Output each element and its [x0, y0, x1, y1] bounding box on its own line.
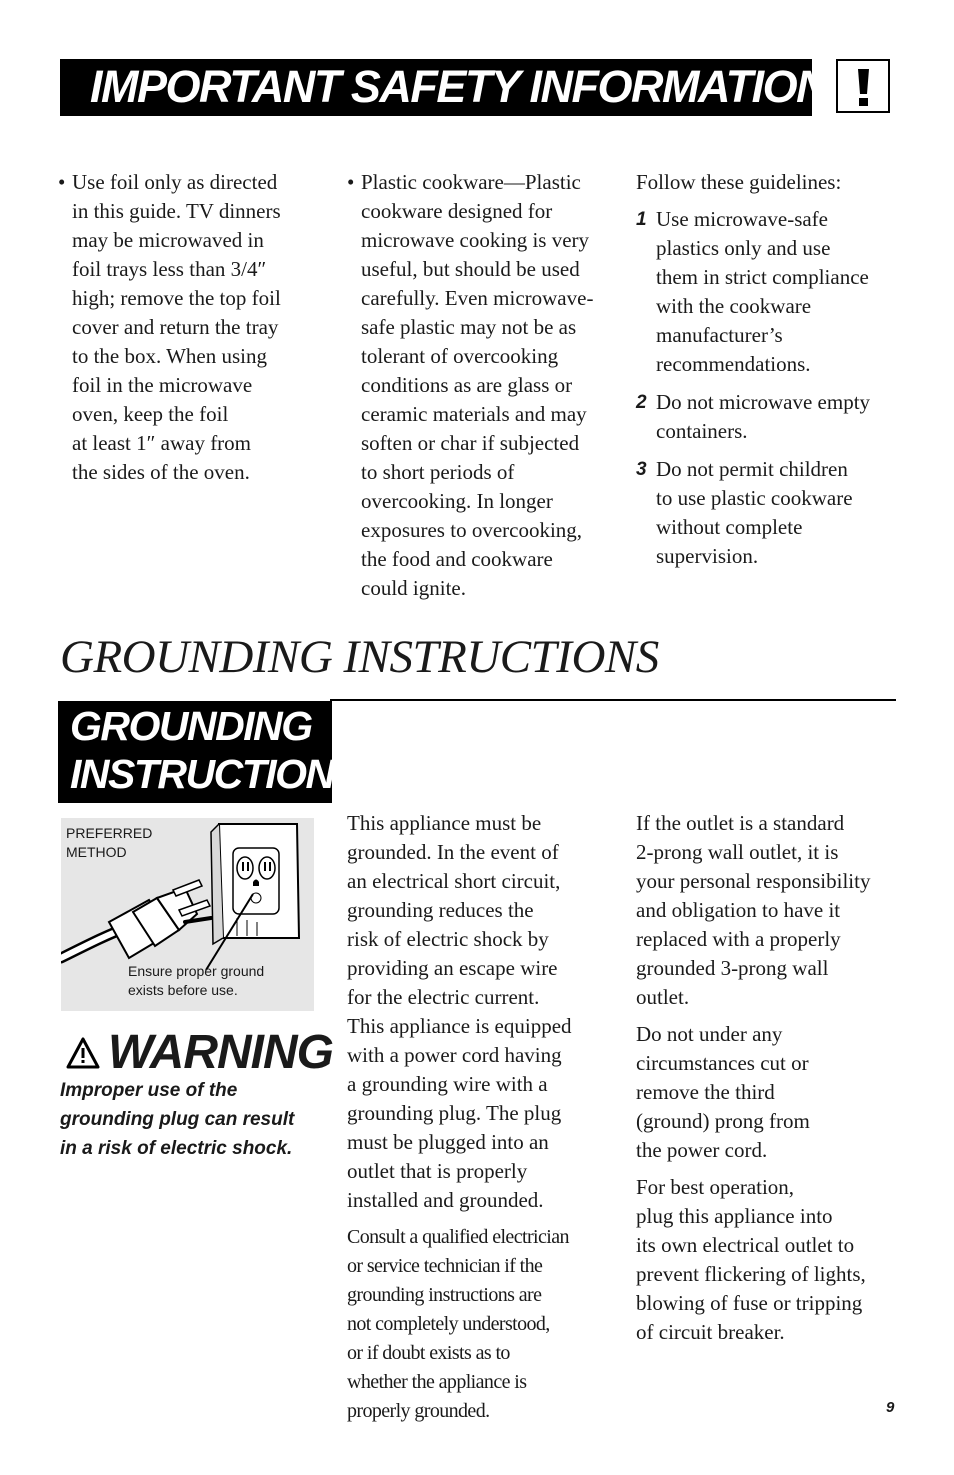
safety-column-2 [347, 168, 617, 603]
warning-icon [66, 1037, 100, 1073]
grounding-label-line-2: INSTRUCTIONS [70, 751, 360, 797]
prong-paragraph: Do not under any circumstances cut or remove the third (ground) prong from the power cord. [636, 1022, 810, 1162]
foil-guidance-text: Use foil only as directed in this guide. TV dinners may be microwaved in foil trays less than 3/4″ high; remove the top foil cover and return the tray to the box. When using foil in the microwave oven, keep the foil at least 1″ away from the sides of the oven. [72, 170, 281, 484]
grounding-label-line-1: GROUNDING [70, 703, 312, 749]
guideline-item [636, 388, 906, 446]
divider [330, 699, 896, 701]
operation-paragraph: For best operation, plug this appliance into its own electrical outlet to prevent flickering of lights, blowing of fuse or tripping of circuit breaker. [636, 1175, 866, 1344]
safety-column-1 [58, 168, 328, 487]
list-item [347, 168, 617, 603]
guideline-number: 3 [636, 459, 647, 480]
guideline-item [636, 455, 906, 571]
guideline-number: 2 [636, 392, 647, 413]
alert-icon [836, 59, 890, 113]
list-item [58, 168, 328, 487]
page-title: IMPORTANT SAFETY INFORMATION [90, 61, 828, 112]
outlet-paragraph: If the outlet is a standard 2-prong wall outlet, it is your personal responsibility and obligation to have it replaced with a properly grounded 3-prong wall outlet. [636, 811, 871, 1009]
guideline-number: 1 [636, 209, 647, 230]
warning-title: WARNING [108, 1026, 333, 1079]
section-heading: GROUNDING INSTRUCTIONS [60, 631, 659, 683]
guideline-item [636, 205, 906, 379]
grounding-plug-illustration [61, 818, 314, 1011]
safety-column-3 [636, 168, 906, 580]
grounding-paragraph: This appliance must be grounded. In the event of an electrical short circuit, grounding reduces the risk of electric shock by providing an escape wire for the electric current. This appliance is equipped with a power cord having a grounding wire with a grounding plug. The plug must be plugged into an outlet that is properly installed and grounded. [347, 811, 572, 1212]
bullet-icon: • [58, 170, 66, 194]
guideline-text: Use microwave-safe plastics only and use them in strict compliance with the cookware manufacturer’s recommendations. [656, 207, 869, 376]
figure-caption: Ensure proper ground exists before use. [128, 963, 265, 998]
bullet-icon: • [347, 170, 355, 194]
figure-label: PREFERRED METHOD [66, 825, 153, 860]
guideline-text: Do not permit children to use plastic cookware without complete supervision. [656, 457, 853, 568]
grounding-column-3 [636, 809, 906, 1347]
grounding-label [70, 702, 360, 798]
exclamation-icon [838, 61, 888, 111]
warning-text: Improper use of the grounding plug can result in a risk of electric shock. [60, 1080, 295, 1159]
guideline-text: Do not microwave empty containers. [656, 390, 871, 443]
page-number: 9 [886, 1399, 895, 1416]
guidelines-intro: Follow these guidelines: [636, 170, 842, 194]
consult-electrician-paragraph: Consult a qualified electrician or service technician if the grounding instructions are not completely understood, or if doubt exists as to whether the appliance is properly grounded. [347, 1226, 569, 1422]
plastic-cookware-text: Plastic cookware—Plastic cookware designed for microwave cooking is very useful, but should be used carefully. Even microwave- safe plastic may not be as tolerant of overcooking conditions as are glass or ceramic materials and may soften or char if subjected to short periods of overcooking. In longer exposures to overcooking, the food and cookware could ignite. [361, 170, 594, 600]
grounding-column-2 [347, 809, 617, 1426]
